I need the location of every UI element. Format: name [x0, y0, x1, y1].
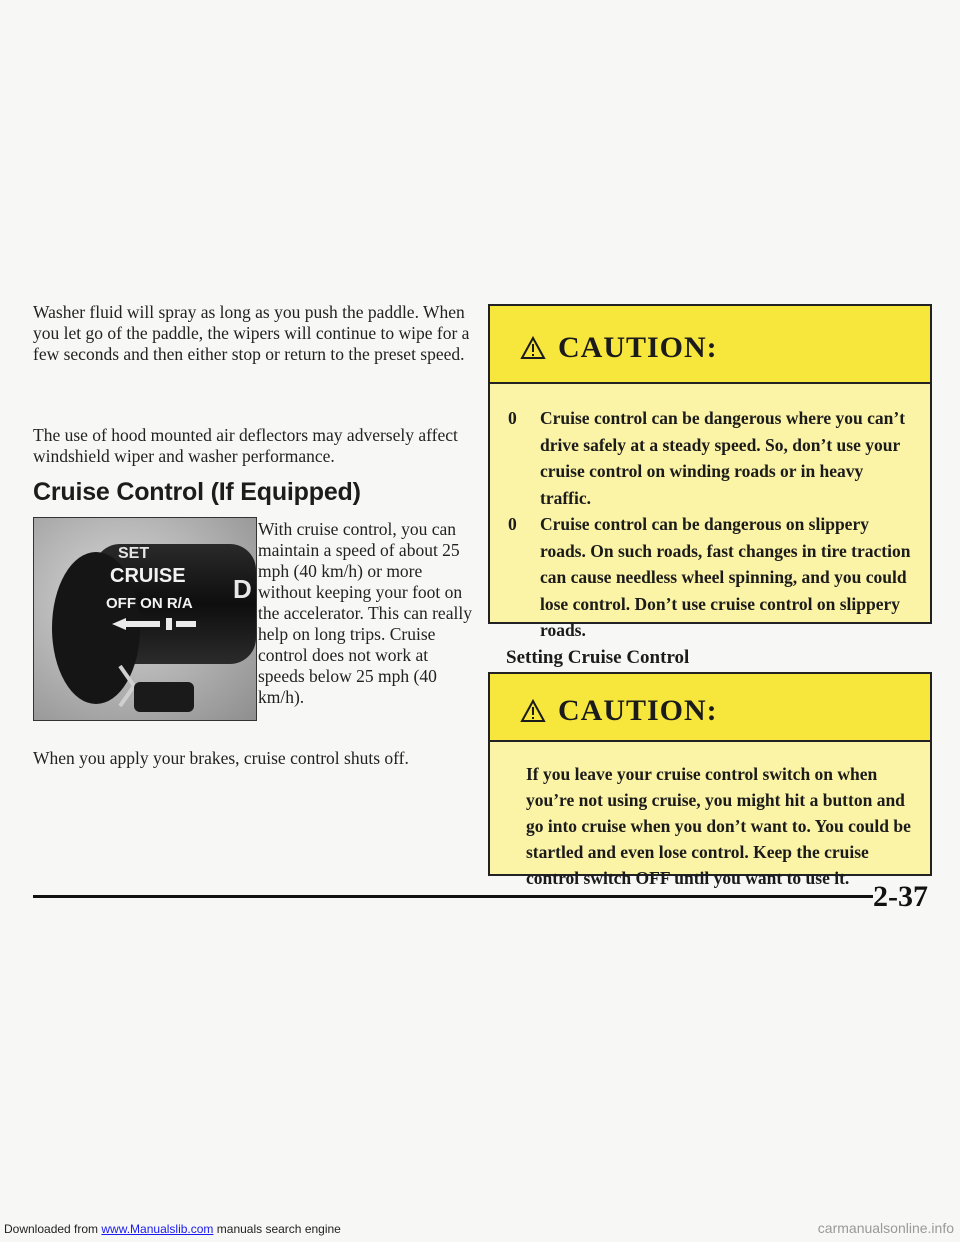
- caution-bullet: 0 Cruise control can be dangerous on slippery roads. On such roads, fast changes in tire traction can cause needless wheel spinning, and you could lose control. Don’t use cruise control on slippery roads.: [504, 511, 916, 644]
- cruise-description: With cruise control, you can maintain a speed of about 25 mph (40 km/h) or more without keeping your foot on the accelerator. This can really help on long trips. Cruise control does not work at speeds below 25 mph (40 km/h).: [258, 519, 472, 707]
- caution-title: CAUTION:: [558, 331, 718, 364]
- label-partial: D: [233, 574, 252, 604]
- bullet-symbol: 0: [508, 408, 517, 428]
- caution-bullet: 0 Cruise control can be dangerous where you can’t drive safely at a steady speed. So, don’t use your cruise control on winding roads or in heavy traffic.: [504, 405, 916, 511]
- air-deflector-paragraph: The use of hood mounted air deflectors may adversely affect windshield wiper and washer performance.: [33, 425, 458, 466]
- cruise-stalk-illustration: [34, 518, 256, 720]
- brakes-paragraph: When you apply your brakes, cruise control shuts off.: [33, 748, 409, 768]
- subheading: Setting Cruise Control: [506, 647, 690, 668]
- caution-bullets: [504, 405, 916, 644]
- caution-box-2: [488, 672, 932, 888]
- caution-header: [490, 306, 930, 384]
- warning-icon: [520, 334, 546, 368]
- footer-rule: [33, 895, 873, 898]
- watermark: carmanualsonline.info: [817, 1220, 954, 1236]
- section-heading: Cruise Control (If Equipped): [33, 478, 361, 506]
- warning-icon: [520, 697, 546, 731]
- caution-box-1: [488, 304, 932, 640]
- caution-body: If you leave your cruise control switch on when you’re not using cruise, you might hit a button and go into cruise when you don’t want to. You could be startled and even lose control. Keep the cruise control switch OFF until you want to use it.: [526, 764, 911, 888]
- label-set: SET: [118, 545, 150, 562]
- bullet-symbol: 0: [508, 514, 517, 534]
- caution-title: CAUTION:: [558, 694, 718, 727]
- manualslib-link[interactable]: www.Manualslib.com: [101, 1222, 214, 1236]
- download-footer: Downloaded from www.Manualslib.com manuals search engine: [4, 1222, 341, 1236]
- page-number: 2-37: [873, 880, 928, 913]
- label-off-on-ra: OFF ON R/A: [106, 595, 193, 612]
- caution-header: [490, 674, 930, 742]
- washer-paragraph: Washer fluid will spray as long as you push the paddle. When you let go of the paddle, the wipers will continue to wipe for a few seconds and then either stop or return to the preset speed.: [33, 302, 470, 364]
- stalk-button: [134, 682, 194, 712]
- cruise-stalk-photo: [33, 517, 257, 721]
- label-cruise: CRUISE: [110, 565, 186, 587]
